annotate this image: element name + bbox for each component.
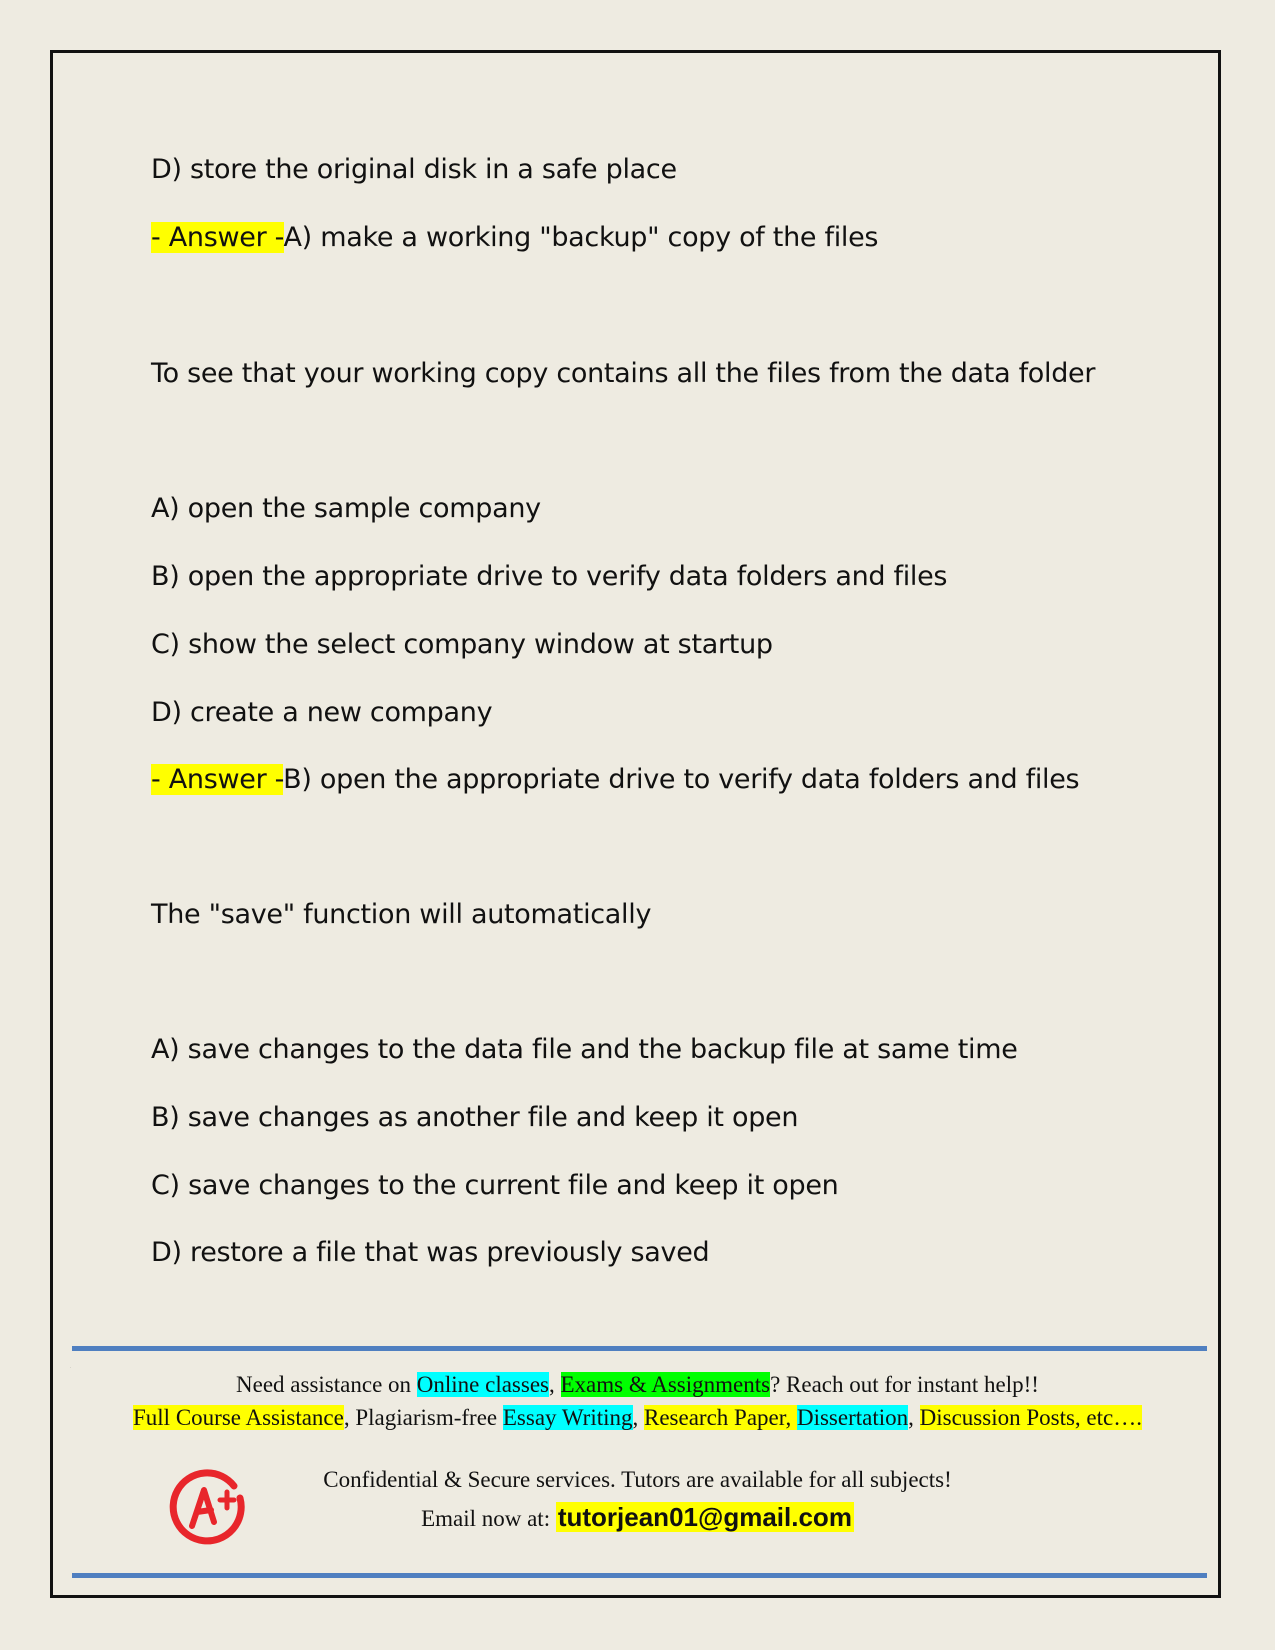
q1-option-d: D) store the original disk in a safe place: [151, 154, 677, 185]
essay-writing-highlight: Essay Writing: [502, 1405, 633, 1430]
footer-text: , Plagiarism-free: [343, 1405, 503, 1430]
answer-text: B) open the appropriate drive to verify data folders and files: [283, 764, 1080, 795]
q1-answer: [151, 220, 878, 256]
footer-text: ,: [908, 1405, 920, 1430]
footer-line-1: [60, 1370, 1215, 1400]
footer-text: ,: [549, 1372, 561, 1397]
footer-line-4: [60, 1502, 1215, 1534]
footer-text: ? Reach out for instant help!!: [770, 1372, 1039, 1397]
footer-line-2: [60, 1403, 1215, 1433]
footer-text: ,: [632, 1405, 644, 1430]
q2-option-d: D) create a new company: [151, 697, 493, 728]
q3-option-b: B) save changes as another file and keep it open: [151, 1102, 799, 1133]
dissertation-highlight: Dissertation: [796, 1405, 909, 1430]
answer-tag: - Answer -: [151, 222, 284, 253]
online-classes-highlight: Online classes: [416, 1372, 549, 1397]
q3-question: The "save" function will automatically: [151, 899, 652, 930]
footer-text: Email now at:: [421, 1506, 556, 1531]
research-paper-highlight: Research Paper,: [644, 1405, 797, 1430]
q2-question: To see that your working copy contains all the files from the data folder: [151, 358, 1096, 389]
q3-option-d: D) restore a file that was previously saved: [151, 1237, 710, 1268]
answer-tag: - Answer -: [151, 764, 284, 795]
q2-option-b: B) open the appropriate drive to verify data folders and files: [151, 561, 948, 592]
exams-assignments-highlight: Exams & Assignments: [560, 1372, 771, 1397]
footer-line-3: Confidential & Secure services. Tutors are available for all subjects!: [323, 1467, 952, 1492]
logo-text: A+: [70, 1368, 72, 1369]
q2-answer: [151, 762, 1079, 798]
email-link[interactable]: tutorjean01@gmail.com: [557, 1502, 852, 1532]
discussion-posts-highlight: Discussion Posts, etc….: [919, 1405, 1142, 1430]
answer-text: A) make a working "backup" copy of the files: [283, 222, 879, 253]
footer-top-rule: [72, 1346, 1207, 1351]
footer-text: Need assistance on: [236, 1372, 417, 1397]
q2-option-c: C) show the select company window at startup: [151, 629, 773, 660]
page-border: [50, 50, 1221, 1598]
q3-option-a: A) save changes to the data file and the backup file at same time: [151, 1034, 1018, 1065]
full-course-highlight: Full Course Assistance: [133, 1405, 344, 1430]
q2-option-a: A) open the sample company: [151, 493, 541, 524]
q3-option-c: C) save changes to the current file and keep it open: [151, 1170, 839, 1201]
footer-bottom-rule: [72, 1573, 1207, 1578]
